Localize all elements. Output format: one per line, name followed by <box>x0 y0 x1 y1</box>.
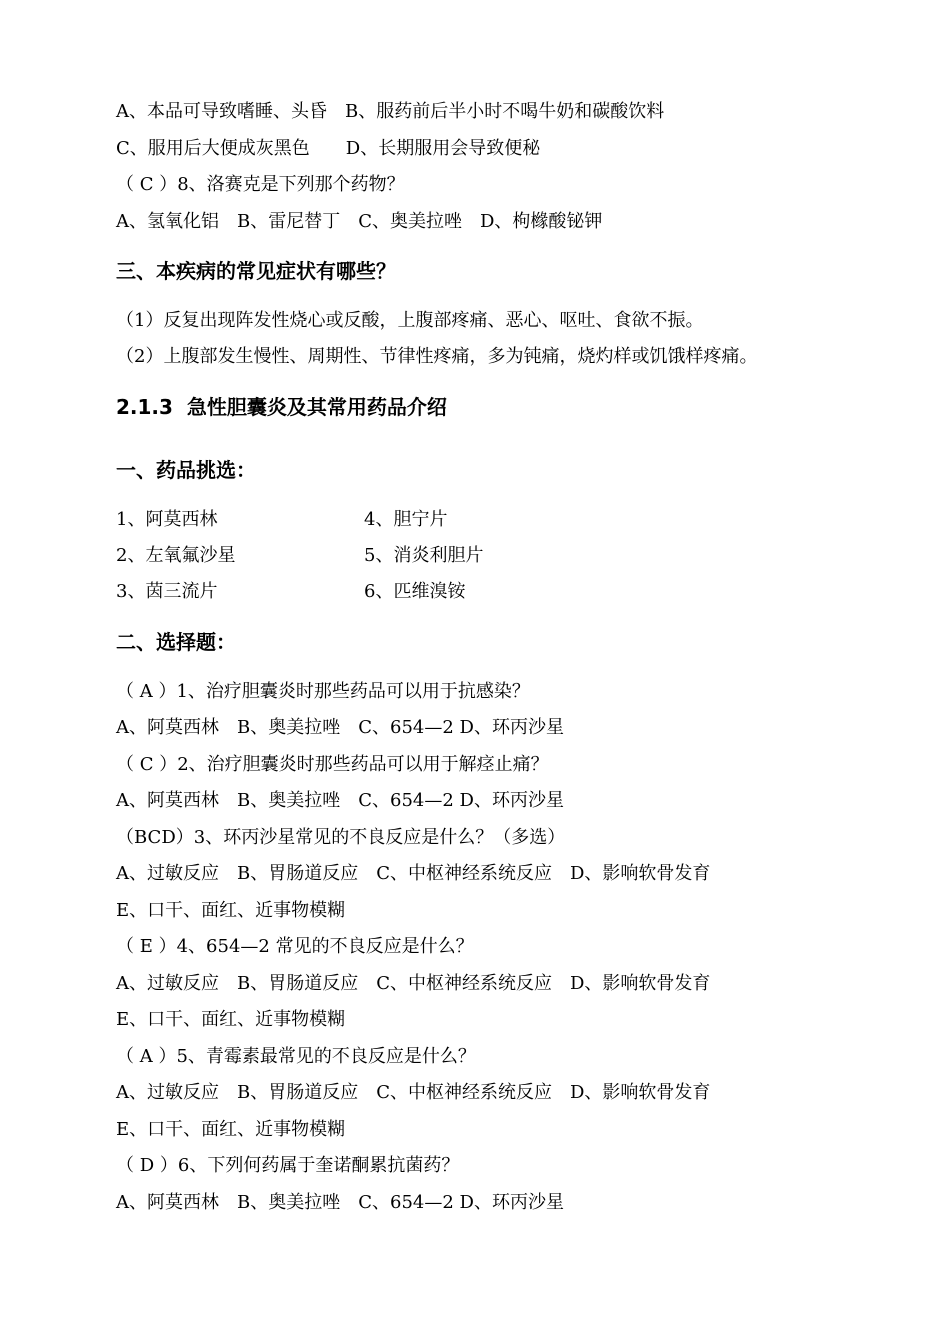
drug-selection-heading: 一、药品挑选： <box>116 458 256 482</box>
drug-item: 1、阿莫西林 <box>116 509 218 530</box>
choice-line: （BCD）3、环丙沙星常见的不良反应是什么？（多选） <box>116 827 566 848</box>
q8-question: （ C ）8、洛赛克是下列那个药物？ <box>116 174 405 195</box>
choice-line: A、阿莫西林 B、奥美拉唑 C、654—2 D、环丙沙星 <box>116 717 564 738</box>
choice-line: （ C ）2、治疗胆囊炎时那些药品可以用于解痉止痛？ <box>116 754 549 775</box>
choice-line: E、口干、面红、近事物模糊 <box>116 900 346 921</box>
choice-line: E、口干、面红、近事物模糊 <box>116 1119 346 1140</box>
choice-heading: 二、选择题： <box>116 630 236 654</box>
drug-item: 4、胆宁片 <box>364 509 448 530</box>
choice-line: （ D ）6、下列何药属于奎诺酮累抗菌药？ <box>116 1155 460 1176</box>
choice-line: （ A ）5、青霉素最常见的不良反应是什么？ <box>116 1046 476 1067</box>
q8-options: A、氢氧化铝 B、雷尼替丁 C、奥美拉唑 D、枸橼酸铋钾 <box>116 211 603 232</box>
drug-item: 5、消炎利胆片 <box>364 545 484 566</box>
q7-options-line-1: A、本品可导致嗜睡、头昏 B、服药前后半小时不喝牛奶和碳酸饮料 <box>116 101 665 122</box>
choice-line: A、阿莫西林 B、奥美拉唑 C、654—2 D、环丙沙星 <box>116 1192 564 1213</box>
symptom-item-2: （2）上腹部发生慢性、周期性、节律性疼痛，多为钝痛，烧灼样或饥饿样疼痛。 <box>116 346 758 367</box>
choice-line: A、过敏反应 B、胃肠道反应 C、中枢神经系统反应 D、影响软骨发育 <box>116 1082 711 1103</box>
symptoms-heading: 三、本疾病的常见症状有哪些？ <box>116 259 396 283</box>
choice-line: （ A ）1、治疗胆囊炎时那些药品可以用于抗感染？ <box>116 681 530 702</box>
choice-line: E、口干、面红、近事物模糊 <box>116 1009 346 1030</box>
choice-line: A、过敏反应 B、胃肠道反应 C、中枢神经系统反应 D、影响软骨发育 <box>116 973 711 994</box>
drug-item: 2、左氧氟沙星 <box>116 545 236 566</box>
drug-item: 3、茵三流片 <box>116 581 218 602</box>
symptom-item-1: （1）反复出现阵发性烧心或反酸，上腹部疼痛、恶心、呕吐、食欲不振。 <box>116 310 704 331</box>
drug-item: 6、匹维溴铵 <box>364 581 466 602</box>
chapter-title: 2.1.3 急性胆囊炎及其常用药品介绍 <box>116 395 447 419</box>
choice-line: A、阿莫西林 B、奥美拉唑 C、654—2 D、环丙沙星 <box>116 790 564 811</box>
choice-line: （ E ）4、654—2 常见的不良反应是什么？ <box>116 936 474 957</box>
q7-options-line-2: C、服用后大便成灰黑色 D、长期服用会导致便秘 <box>116 138 541 159</box>
choice-line: A、过敏反应 B、胃肠道反应 C、中枢神经系统反应 D、影响软骨发育 <box>116 863 711 884</box>
